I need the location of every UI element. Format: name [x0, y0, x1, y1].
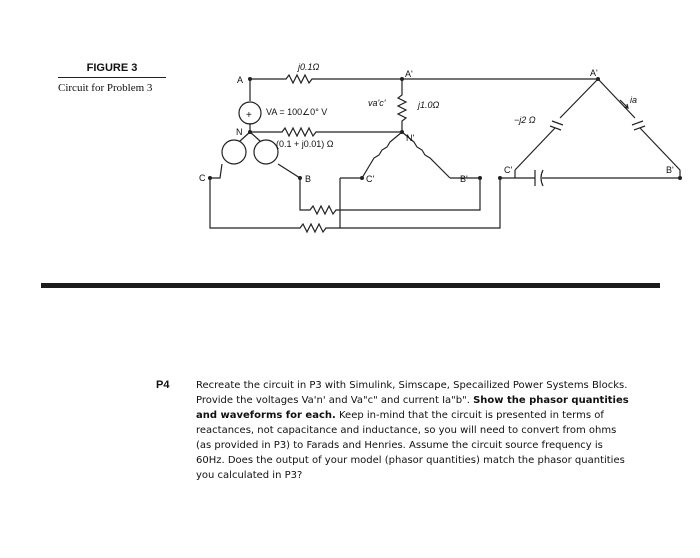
- problem-line-text: you calculated in P3?: [196, 470, 303, 481]
- wye-inductor-c: [362, 132, 402, 178]
- problem-line-text: (as provided in P3) to Farads and Henries. Assume the circuit source frequency is: [196, 440, 603, 451]
- label-node-n1: N': [406, 133, 415, 143]
- figure-caption: Circuit for Problem 3: [58, 82, 153, 94]
- problem-number: P4: [156, 379, 170, 391]
- problem-text: [196, 378, 656, 483]
- section-divider: [41, 283, 660, 288]
- figure-title: FIGURE 3: [58, 62, 166, 78]
- node-c1-dot: [360, 176, 364, 180]
- source-minus-sign: −: [246, 119, 252, 130]
- problem-line: [196, 468, 656, 483]
- delta-left-cap-plate-2: [550, 126, 561, 130]
- label-delta-current: ia: [630, 95, 638, 105]
- node-a-dot: [248, 77, 252, 81]
- label-neutral-impedance: (0.1 + j0.01) Ω: [276, 139, 334, 149]
- label-node-a1: A': [405, 69, 413, 79]
- label-node-c1: C': [366, 174, 375, 184]
- problem-line-text: Provide the voltages Va'n' and Va"c" and current Ia"b".: [196, 395, 474, 406]
- label-node-b1: B': [460, 174, 468, 184]
- label-wye-voltage: va'c': [368, 98, 386, 108]
- node-b1-dot: [478, 176, 482, 180]
- label-wye-load: j1.0Ω: [418, 100, 440, 110]
- node-n1-dot: [400, 130, 404, 134]
- source-b-lead: [250, 132, 260, 141]
- problem-line: [196, 408, 656, 423]
- node-b-dot: [298, 176, 302, 180]
- label-node-a: A: [237, 75, 244, 85]
- delta-right-lower: [640, 128, 680, 170]
- problem-line-bold: Show the phasor quantities: [473, 395, 629, 406]
- problem-line: [196, 393, 656, 408]
- source-plus-sign: +: [246, 110, 252, 121]
- node-b2-dot: [678, 176, 682, 180]
- line-c-stub: [210, 164, 222, 178]
- problem-line-text: reactances, not capacitance and inductance, so you will need to convert from ohms: [196, 425, 617, 436]
- problem-line-text: Recreate the circuit in P3 with Simulink, Simscape, Specailized Power Systems Blocks.: [196, 380, 628, 391]
- problem-line: [196, 423, 656, 438]
- node-a1-dot: [400, 77, 404, 81]
- line-c-wire: [210, 178, 500, 232]
- delta-left-lower: [515, 128, 555, 170]
- label-node-b2: B': [666, 165, 674, 175]
- label-source-voltage: VA = 100∠0° V: [266, 107, 328, 117]
- node-n-dot: [248, 130, 252, 134]
- source-c-symbol: [222, 140, 246, 164]
- problem-line: [196, 453, 656, 468]
- label-node-a2: A': [590, 68, 598, 78]
- neutral-wire: [250, 128, 402, 136]
- node-c2-dot: [498, 176, 502, 180]
- line-a-wire: [250, 75, 598, 83]
- delta-right-cap-plate-1: [632, 121, 643, 125]
- node-c-dot: [208, 176, 212, 180]
- delta-left-cap-plate-1: [552, 121, 563, 125]
- problem-line: [196, 378, 656, 393]
- label-node-b: B: [305, 174, 312, 184]
- delta-right-cap-plate-2: [634, 126, 645, 130]
- wye-inductor-a: [398, 79, 406, 132]
- source-b-symbol: [254, 140, 278, 164]
- delta-left-upper: [560, 79, 598, 118]
- problem-line: [196, 438, 656, 453]
- label-line-impedance: j0.1Ω: [298, 62, 320, 72]
- label-node-n: N: [236, 127, 243, 137]
- problem-line-text: Keep in-mind that the circuit is presented in terms of: [335, 410, 604, 421]
- label-node-c: C: [199, 173, 206, 183]
- problem-line-bold: and waveforms for each.: [196, 410, 336, 421]
- label-delta-load: −j2 Ω: [514, 115, 536, 125]
- problem-line-text: 60Hz. Does the output of your model (phasor quantities) match the phasor quantities: [196, 455, 625, 466]
- label-node-c2: C': [504, 165, 513, 175]
- line-b-wire: [278, 164, 480, 214]
